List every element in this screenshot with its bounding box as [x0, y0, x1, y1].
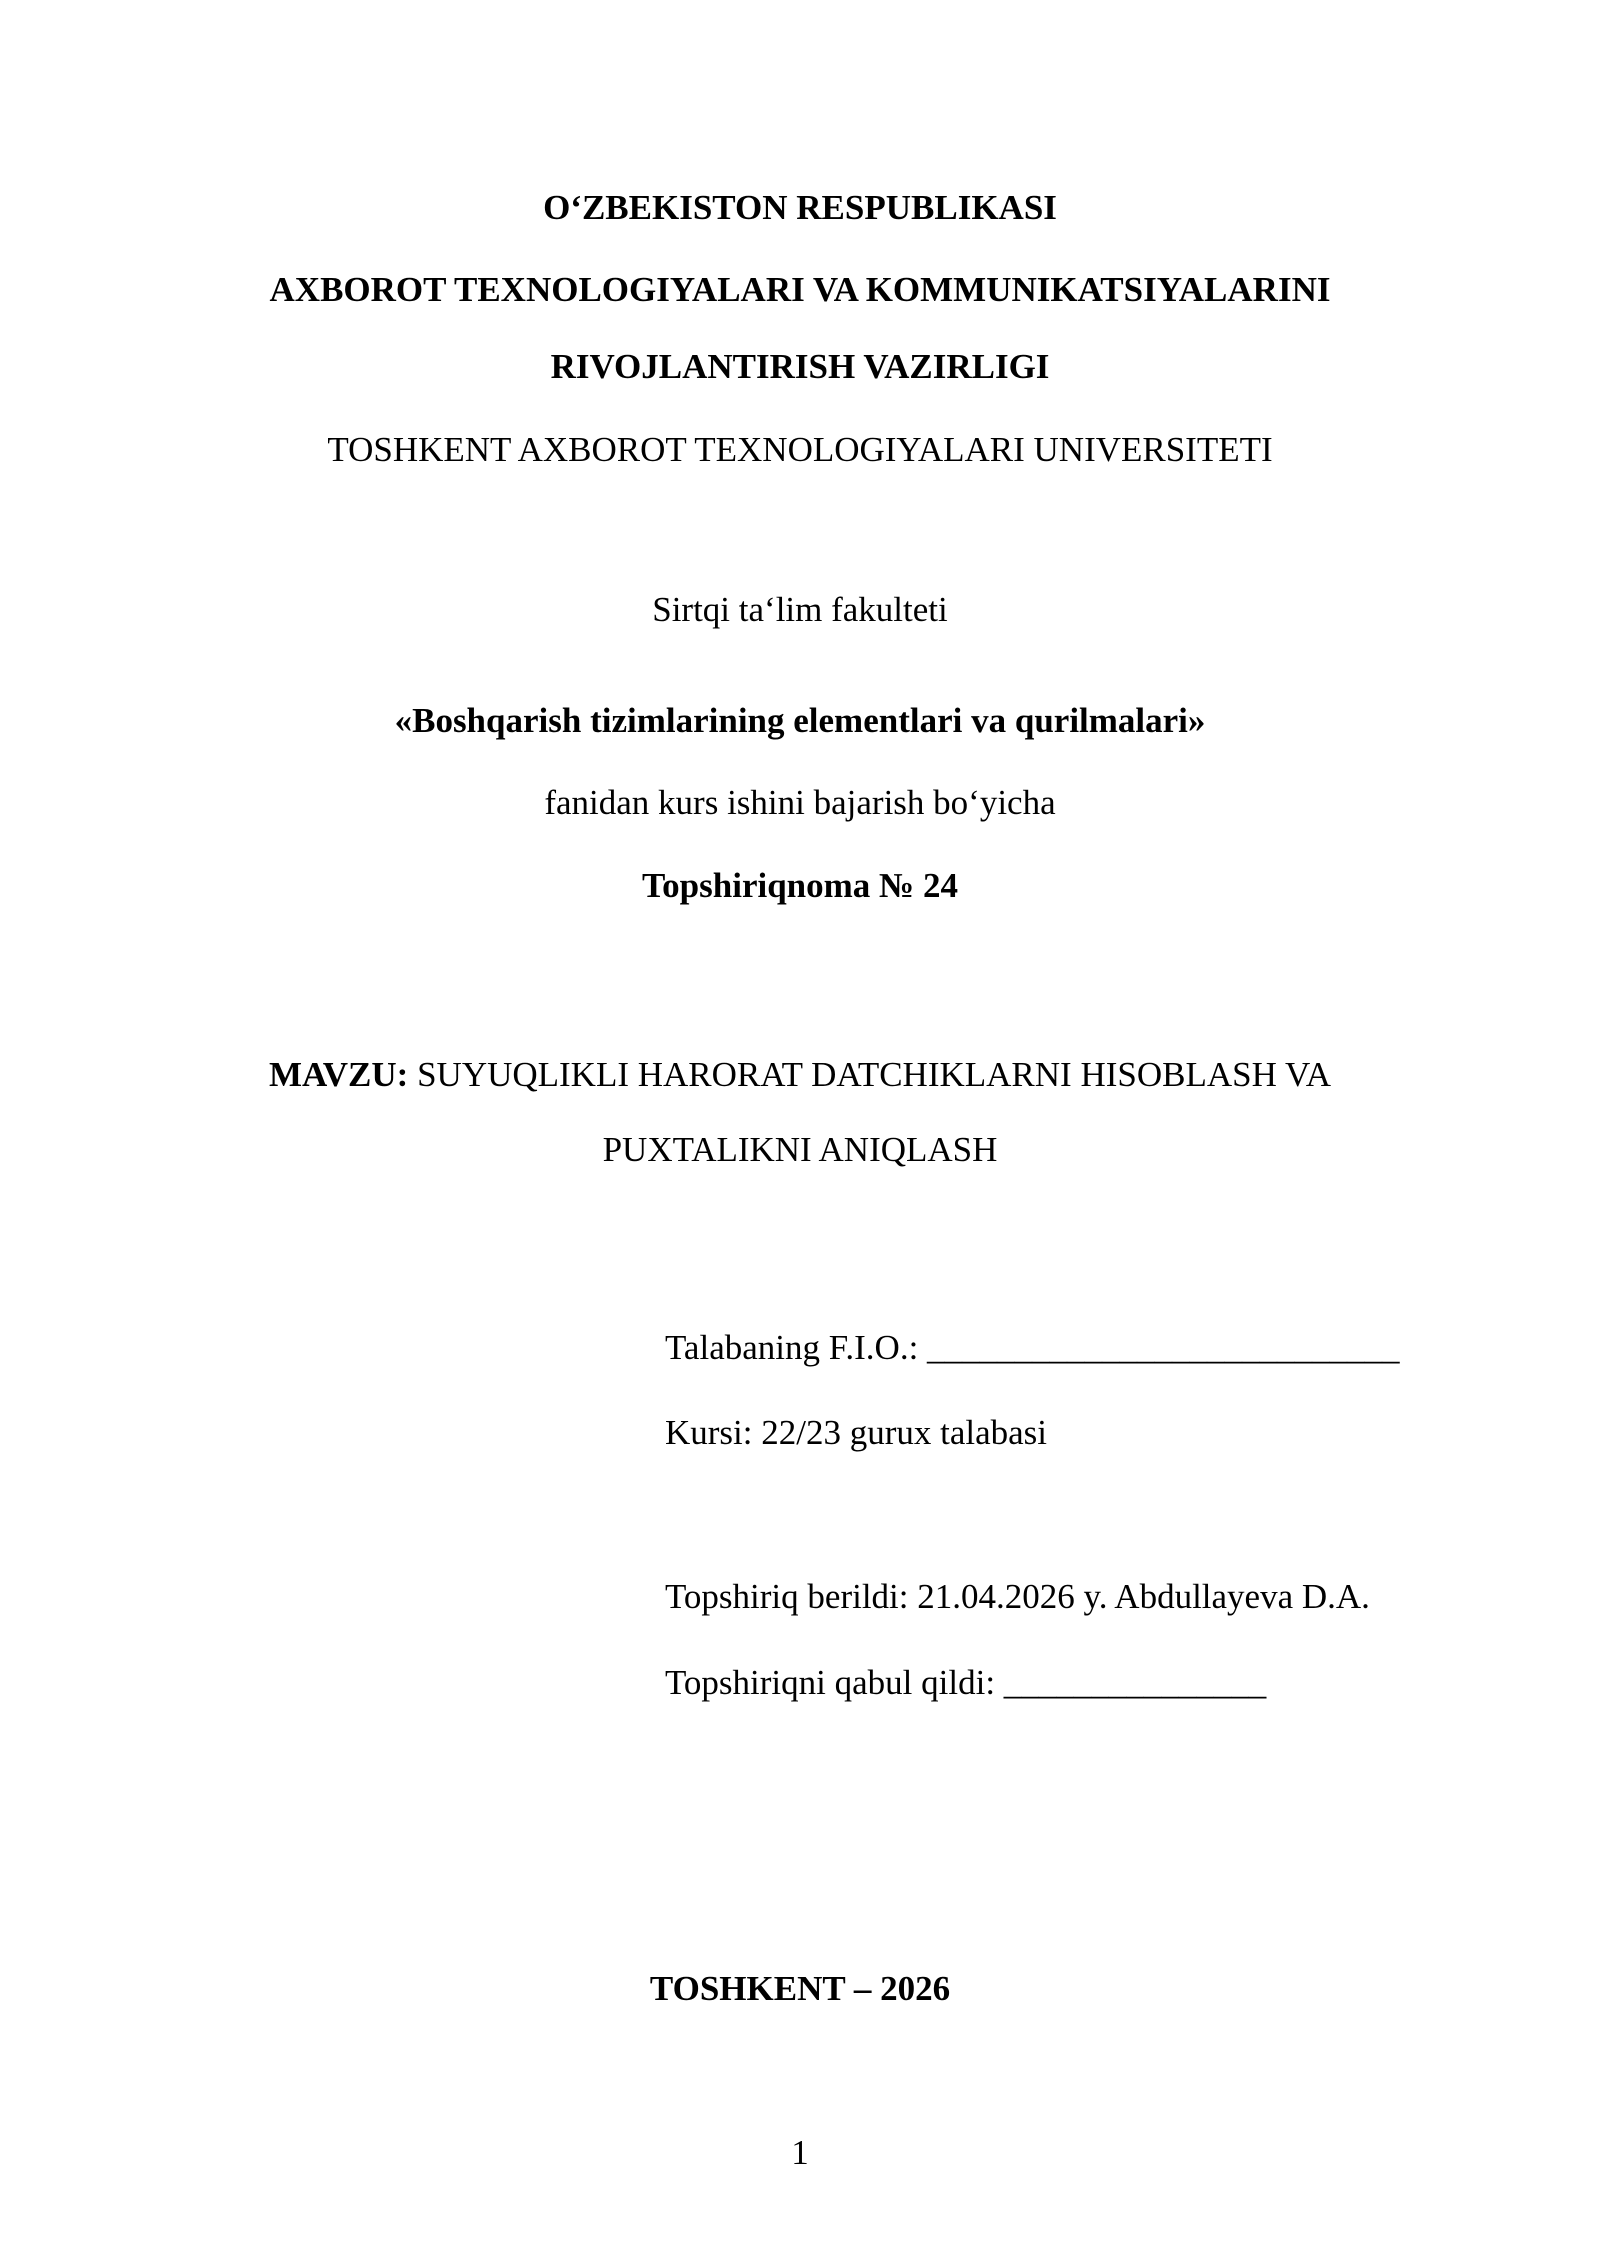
student-course: Kursi: 22/23 gurux talabasi [665, 1413, 1048, 1452]
page-number: 1 [791, 2133, 809, 2172]
topic-line2: PUXTALIKNI ANIQLASH [602, 1130, 998, 1169]
university-title: TOSHKENT AXBOROT TEXNOLOGIYALARI UNIVERSITETI [327, 430, 1273, 469]
ministry-title-line2: RIVOJLANTIRISH VAZIRLIGI [550, 347, 1050, 386]
topic-line1 [0, 1053, 1600, 1097]
student-name-field: Talabaning F.I.O.: ___________________________ [665, 1328, 1400, 1367]
faculty-name: Sirtqi ta‘lim fakulteti [652, 590, 948, 629]
topic-text-line1: SUYUQLIKLI HARORAT DATCHIKLARNI HISOBLASH VA [408, 1055, 1332, 1094]
subject-caption: fanidan kurs ishini bajarish bo‘yicha [544, 783, 1056, 822]
country-title: O‘ZBEKISTON RESPUBLIKASI [543, 188, 1057, 227]
subject-title: «Boshqarish tizimlarining elementlari va qurilmalari» [394, 701, 1206, 740]
city-year: TOSHKENT – 2026 [649, 1969, 951, 2008]
assignment-given: Topshiriq berildi: 21.04.2026 y. Abdullayeva D.A. [665, 1577, 1370, 1616]
ministry-title-line1: AXBOROT TEXNOLOGIYALARI VA KOMMUNIKATSIYALARINI [269, 270, 1331, 309]
assignment-title: Topshiriqnoma № 24 [642, 866, 958, 905]
assignment-accepted-field: Topshiriqni qabul qildi: _______________ [665, 1663, 1267, 1702]
topic-label: MAVZU: [268, 1055, 409, 1094]
